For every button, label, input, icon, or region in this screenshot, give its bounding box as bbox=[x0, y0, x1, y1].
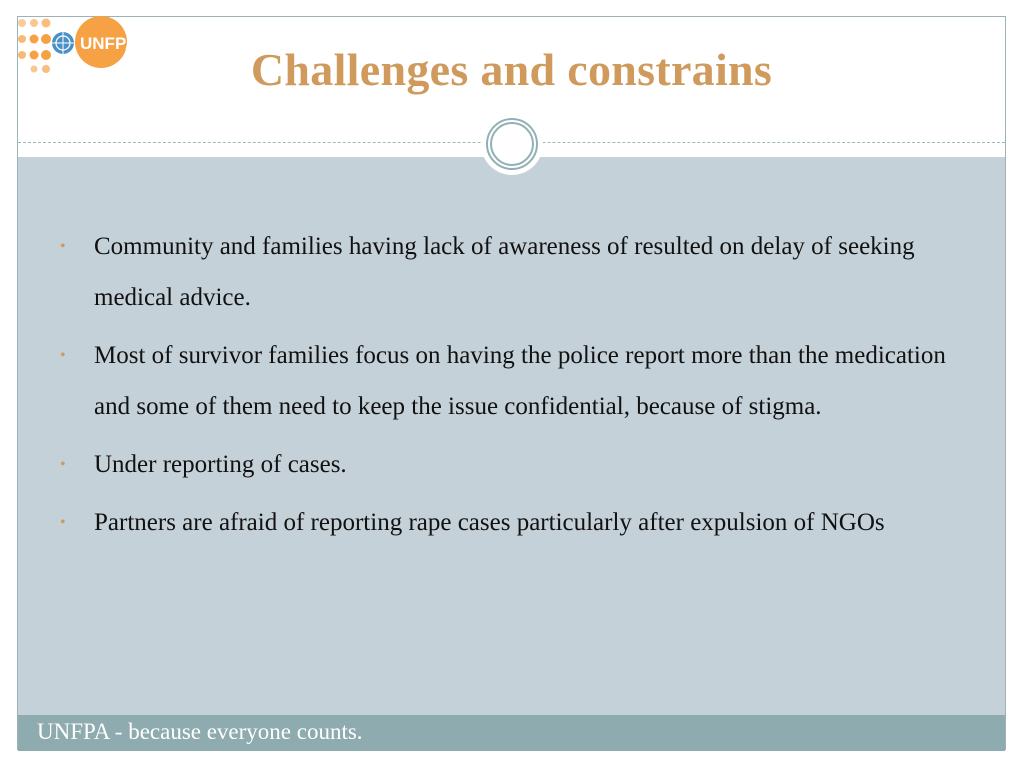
bullet-item bbox=[58, 497, 978, 548]
bullet-marker: • bbox=[60, 456, 66, 473]
bullet-text: Most of survivor families focus on having the police report more than the medication and some of them need to keep the issue confidential, because of stigma. bbox=[94, 342, 946, 420]
slide-body bbox=[18, 157, 1005, 715]
bullet-text: Community and families having lack of awareness of resulted on delay of seeking medical advice. bbox=[94, 233, 915, 311]
bullet-text: Partners are afraid of reporting rape cases particularly after expulsion of NGOs bbox=[94, 509, 885, 536]
bullet-text: Under reporting of cases. bbox=[94, 451, 347, 478]
footer-text: UNFPA - because everyone counts. bbox=[37, 719, 363, 744]
slide bbox=[17, 16, 1006, 750]
slide-footer bbox=[18, 715, 1005, 751]
bullet-marker: • bbox=[60, 514, 66, 531]
bullet-item bbox=[58, 221, 978, 323]
bullet-marker: • bbox=[60, 238, 66, 255]
circle-ornament bbox=[481, 113, 543, 175]
bullet-marker: • bbox=[60, 347, 66, 364]
slide-title: Challenges and constrains bbox=[250, 44, 773, 95]
logo-text: UNFPA bbox=[80, 34, 138, 53]
ornament-inner-ring bbox=[490, 122, 534, 166]
bullet-list bbox=[58, 221, 978, 555]
bullet-item bbox=[58, 330, 978, 432]
bullet-item bbox=[58, 439, 978, 490]
